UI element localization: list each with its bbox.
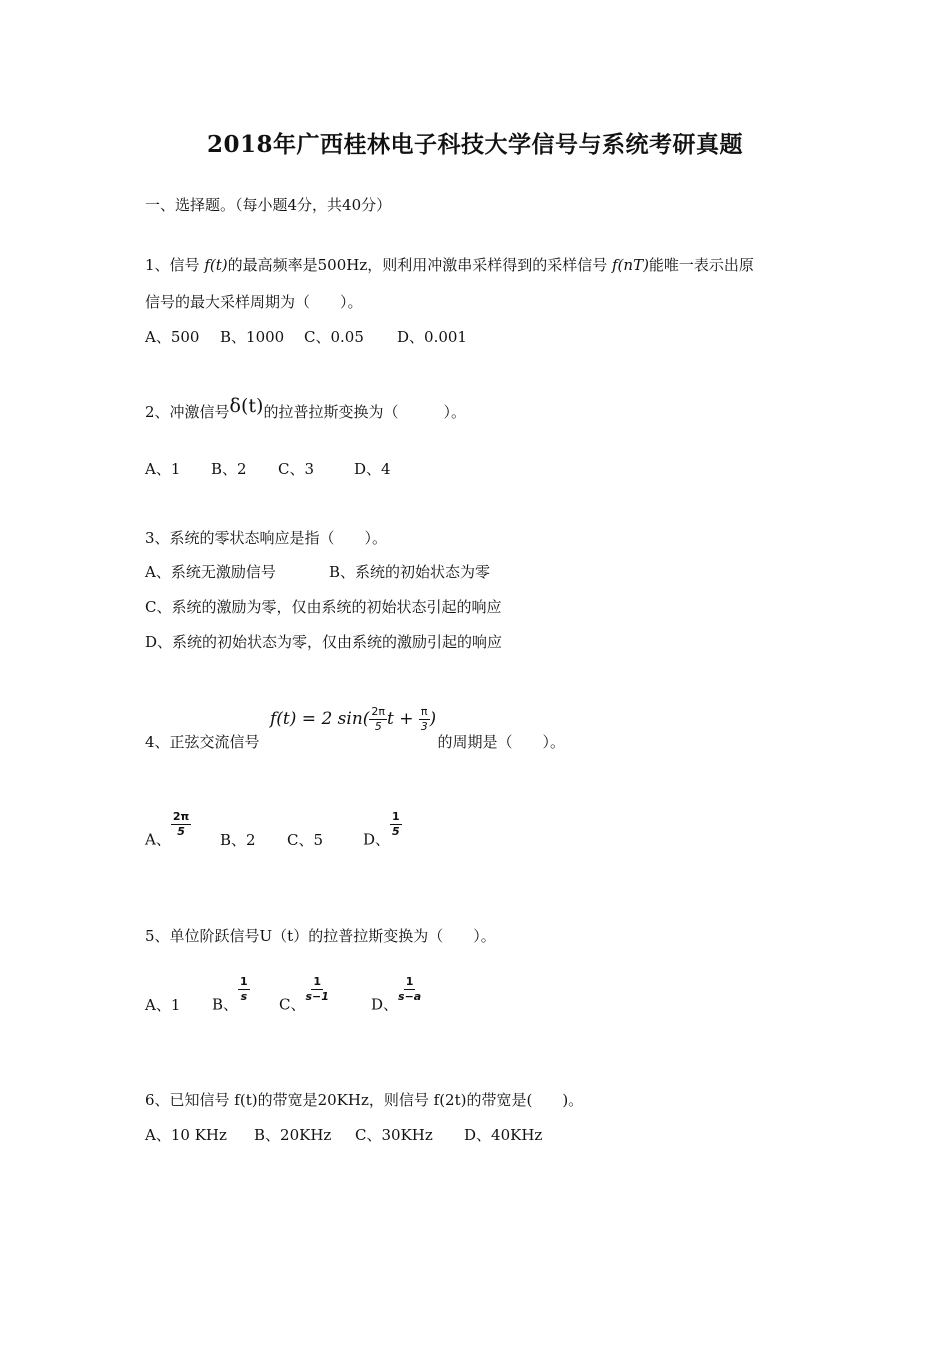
option-c: C、30KHz	[355, 1126, 433, 1144]
question-5: 5、单位阶跃信号U（t）的拉普拉斯变换为（ ）。	[145, 927, 496, 945]
fraction-1-over-s: $\frac{1}{s}$	[240, 975, 248, 1003]
option-d: D、0.001	[397, 328, 467, 346]
fraction-1-over-s-minus-1: $\frac{1}{s-1}$	[305, 975, 329, 1003]
option-c: C、0.05	[304, 328, 364, 346]
question-3-options-ab	[145, 562, 490, 582]
question-1-line2: 信号的最大采样周期为（ ）。	[145, 293, 363, 311]
question-1-options	[145, 327, 467, 347]
page-title: 2018年广西桂林电子科技大学信号与系统考研真题	[206, 131, 743, 158]
option-a: A、 $\frac{2\pi}{5}$	[145, 810, 190, 849]
section-heading: 一、选择题。（每小题4分，共40分）	[145, 196, 392, 214]
option-c: C、5	[287, 830, 324, 849]
option-a: A、系统无激励信号	[145, 563, 276, 581]
question-1: 1、信号 f(t)的最高频率是500Hz，则利用冲激串采样得到的采样信号 f(nT)能唯一表示出原	[145, 256, 754, 274]
option-b: B、 $\frac{1}{s}$	[212, 975, 248, 1014]
fraction-pi-over-3: $\frac{\pi}{3}$	[420, 705, 428, 733]
option-d: D、 $\frac{1}{5}$	[363, 810, 400, 849]
option-b: B、系统的初始状态为零	[329, 563, 491, 581]
option-a: A、1	[145, 460, 181, 478]
question-3: 3、系统的零状态响应是指（ ）。	[145, 529, 388, 547]
fraction-1-over-s-minus-a: $\frac{1}{s-a}$	[398, 975, 422, 1003]
option-d: D、 $\frac{1}{s-a}$	[371, 975, 422, 1014]
option-b: B、2	[211, 460, 247, 478]
question-4: 4、正弦交流信号 的周期是（ ）。	[145, 733, 566, 751]
question-2-options	[145, 459, 391, 479]
signal-ft: f(t)	[204, 256, 228, 274]
option-d: D、40KHz	[464, 1126, 543, 1144]
option-b: B、2	[220, 830, 256, 849]
fraction-2pi-over-5: $\frac{2\pi}{5}$	[371, 705, 386, 733]
option-c: C、系统的激励为零，仅由系统的初始状态引起的响应	[145, 598, 502, 616]
option-d: D、4	[354, 460, 391, 478]
fraction-1-over-5: $\frac{1}{5}$	[392, 810, 400, 838]
option-a: A、10 KHz	[145, 1126, 227, 1144]
option-c: C、 $\frac{1}{s-1}$	[279, 975, 329, 1014]
question-5-options	[145, 975, 422, 1019]
option-a: A、500	[145, 328, 200, 346]
question-2: 2、冲激信号δ(t)的拉普拉斯变换为（ ）。	[145, 395, 466, 421]
option-c: C、3	[278, 460, 315, 478]
option-b: B、1000	[220, 328, 285, 346]
question-6: 6、已知信号 f(t)的带宽是20KHz，则信号 f(2t)的带宽是( )。	[145, 1091, 584, 1109]
fraction-2pi-over-5: $\frac{2\pi}{5}$	[172, 810, 190, 838]
option-b: B、20KHz	[254, 1126, 332, 1144]
question-6-options	[145, 1125, 542, 1145]
impulse-symbol: δ(t)	[229, 395, 264, 417]
signal-fnt: f(nT)	[612, 256, 649, 274]
question-4-options	[145, 810, 402, 854]
option-d: D、系统的初始状态为零，仅由系统的激励引起的响应	[145, 633, 503, 651]
sine-equation: f(t) = 2 sin( $\frac{2\pi}{5}$ t + $\frac{\pi}{3}$ )	[270, 705, 437, 733]
option-a: A、1	[145, 995, 181, 1014]
